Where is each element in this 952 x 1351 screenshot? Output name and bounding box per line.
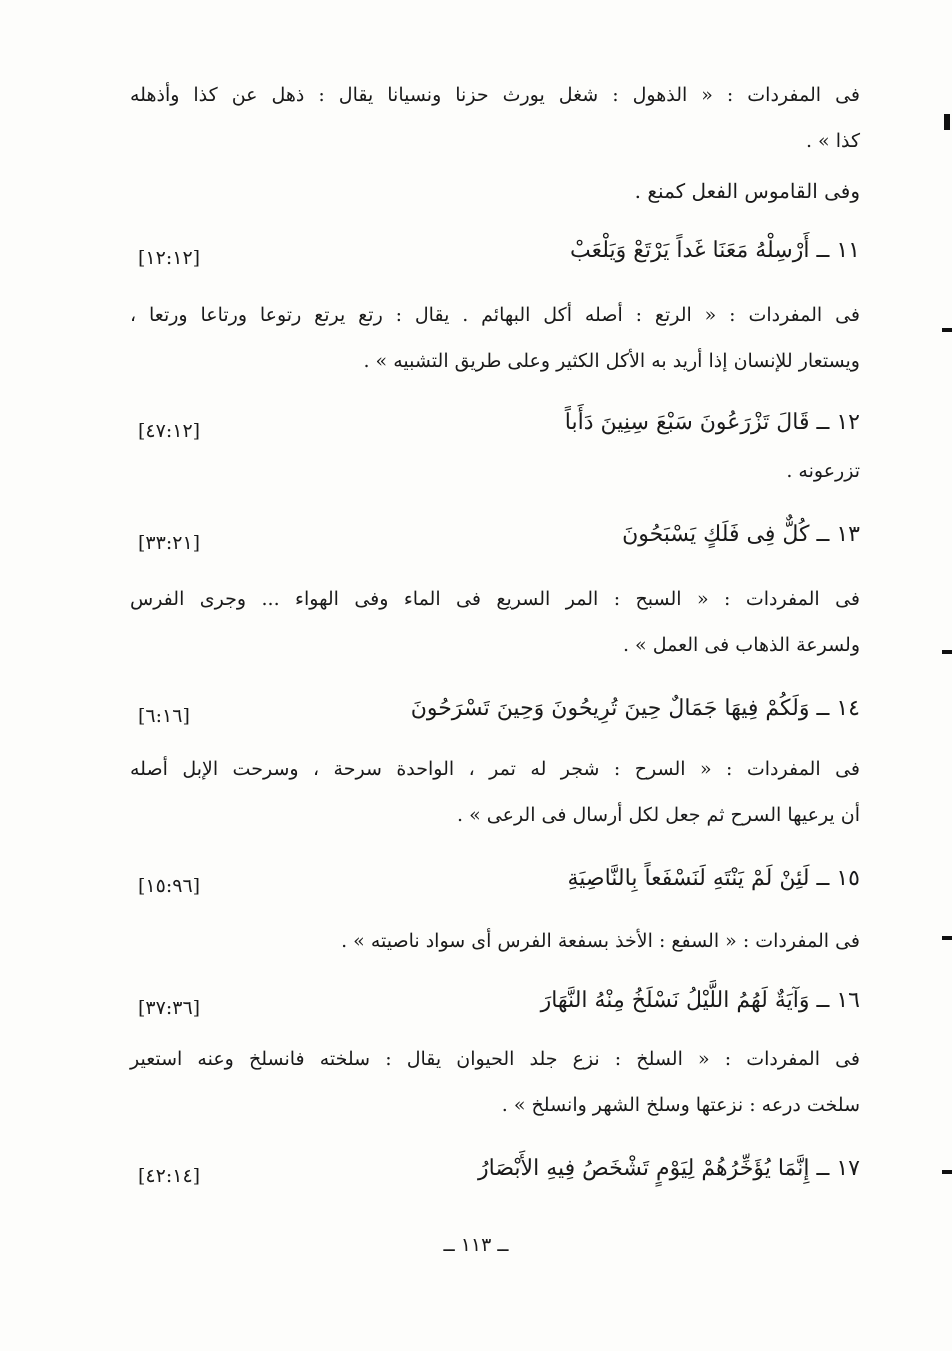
text-line: فى المفردات : « الرتع : أصله أكل البهائم . يقال : رتع يرتع رتوعا ورتاعا ورتعا ،: [130, 304, 860, 326]
verse-reference: [٤٢:١٤]: [138, 1165, 201, 1187]
text-line: فى المفردات : « السلخ : نزع جلد الحيوان يقال : سلخته فانسلخ وعنه استعير: [130, 1048, 860, 1070]
text-line: فى المفردات : « السرح : شجر له تمر ، الواحدة سرحة ، وسرحت الإبل أصله: [130, 758, 860, 780]
text-line: فى المفردات : « الذهول : شغل يورث حزنا ونسيانا يقال : ذهل عن كذا وأذهله: [130, 84, 860, 106]
verse-11: ١١ ــ أَرْسِلْهُ مَعَنَا غَداً يَرْتَعْ وَيَلْعَبْ: [570, 238, 860, 263]
verse-reference: [٣٧:٣٦]: [138, 997, 201, 1019]
scan-edge-mark: [942, 936, 952, 940]
verse-reference: [٦:١٦]: [138, 705, 190, 727]
verse-reference: [٤٧:١٢]: [138, 420, 201, 442]
text-line: فى المفردات : « السبح : المر السريع فى الماء وفى الهواء ... وجرى الفرس: [130, 588, 860, 610]
scan-edge-mark: [942, 650, 952, 654]
text-line: تزرعونه .: [786, 460, 860, 482]
text-line: فى المفردات : « السفع : الأخذ بسفعة الفرس أى سواد ناصيته » .: [341, 930, 860, 952]
scan-edge-mark: [942, 328, 952, 332]
text-line: أن يرعيها السرح ثم جعل لكل أرسال فى الرعى » .: [457, 804, 860, 826]
verse-15: ١٥ ــ لَئِنْ لَمْ يَنْتَهِ لَنَسْفَعاً بِالنَّاصِيَةِ: [567, 866, 860, 891]
verse-reference: [٣٣:٢١]: [138, 532, 201, 554]
verse-17: ١٧ ــ إِنَّمَا يُؤَخِّرُهُمْ لِيَوْمٍ تَشْخَصُ فِيهِ الأَبْصَارُ: [478, 1156, 860, 1181]
scan-edge-mark: [944, 114, 950, 130]
text-line: ولسرعة الذهاب فى العمل » .: [622, 634, 860, 656]
verse-reference: [١٥:٩٦]: [138, 875, 201, 897]
text-line: ويستعار للإنسان إذا أريد به الأكل الكثير وعلى طريق التشبيه » .: [363, 350, 860, 372]
text-line: وفى القاموس الفعل كمنع .: [634, 179, 860, 203]
scan-edge-mark: [942, 1170, 952, 1174]
verse-12: ١٢ ــ قَالَ تَزْرَعُونَ سَبْعَ سِنِينَ دَأَباً: [564, 410, 860, 435]
verse-14: ١٤ ــ وَلَكُمْ فِيهَا جَمَالٌ حِينَ تُرِيحُونَ وَحِينَ تَسْرَحُونَ: [410, 696, 860, 721]
page-number: ــ ١١٣ ــ: [443, 1234, 509, 1256]
verse-13: ١٣ ــ كُلٌّ فِى فَلَكٍ يَسْبَحُونَ: [622, 522, 860, 547]
text-line: كذا » .: [805, 130, 860, 152]
verse-16: ١٦ ــ وَآيَةٌ لَهُمُ اللَّيْلُ نَسْلَخُ مِنْهُ النَّهَارَ: [540, 988, 860, 1013]
verse-reference: [١٢:١٢]: [138, 247, 201, 269]
text-line: سلخت درعه : نزعتها وسلخ الشهر وانسلخ » .: [501, 1094, 860, 1116]
